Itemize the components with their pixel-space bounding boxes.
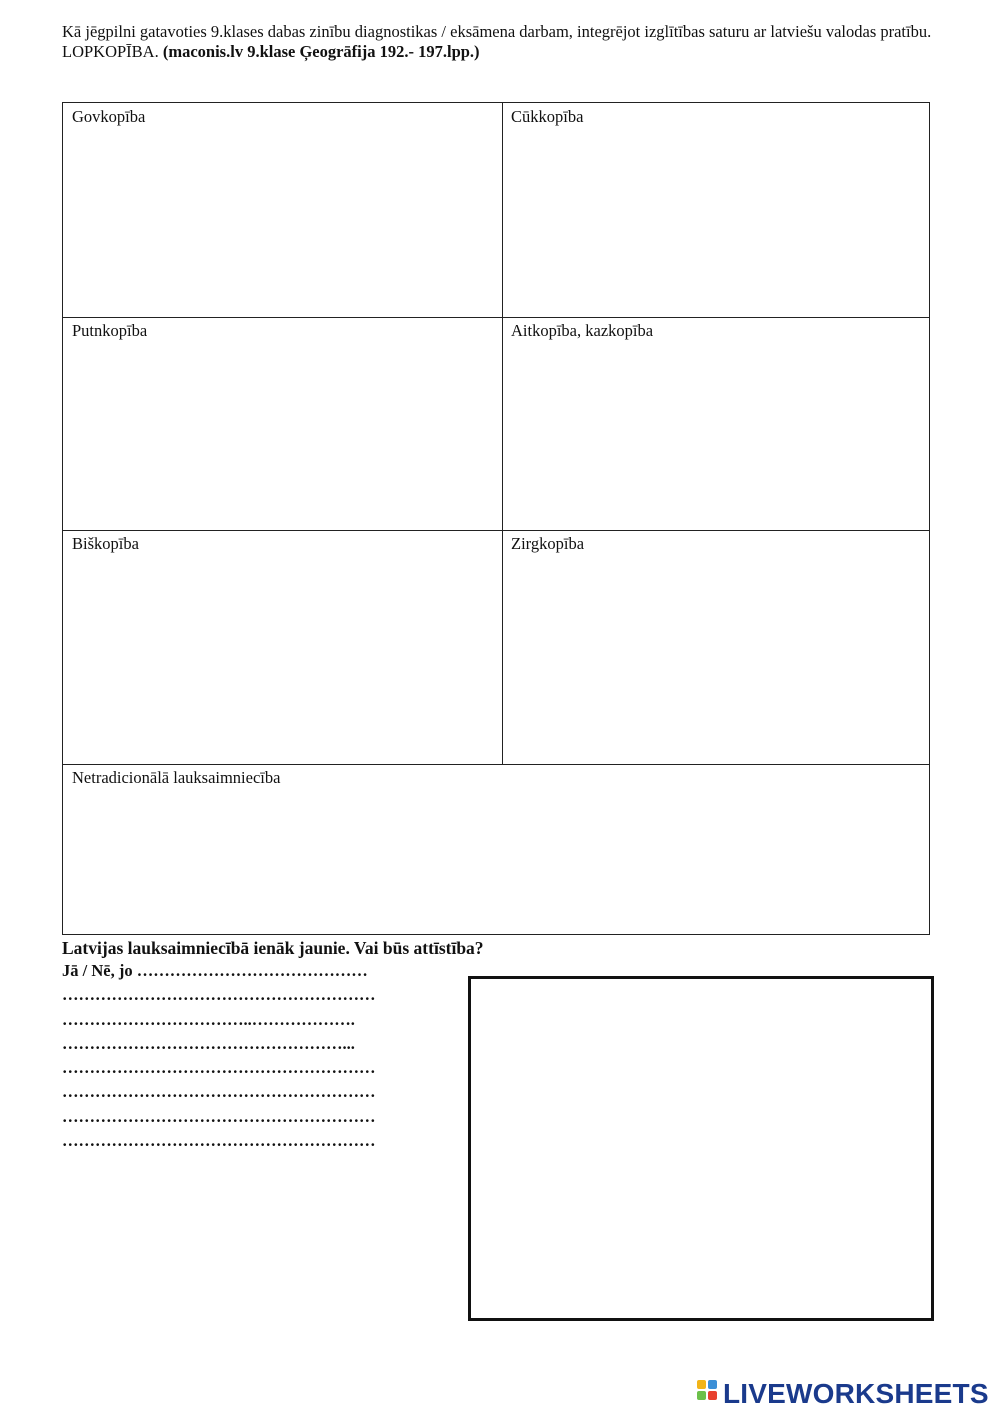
- worksheet-grid: [62, 102, 930, 935]
- cell-label: Cūkkopība: [511, 107, 584, 126]
- answer-lines[interactable]: [62, 959, 462, 1153]
- question-title: Latvijas lauksaimniecībā ienāk jaunie. Vai būs attīstība?: [62, 938, 484, 958]
- cell-label: Zirgkopība: [511, 534, 585, 553]
- cell-netradicionala-lauksaimnieciba[interactable]: [63, 764, 931, 936]
- liveworksheets-brand[interactable]: [697, 1378, 989, 1410]
- intro-text: [62, 22, 932, 62]
- drawing-answer-box[interactable]: [468, 976, 934, 1321]
- cell-biskopiba[interactable]: [63, 530, 502, 764]
- answer-line[interactable]: …………………………………………………: [62, 1106, 376, 1126]
- cell-label: Govkopība: [72, 107, 146, 126]
- cell-label: Netradicionālā lauksaimniecība: [72, 768, 281, 787]
- grid-divider: [63, 530, 929, 531]
- answer-line[interactable]: ……………………………………………...: [62, 1033, 355, 1053]
- reference-label: (maconis.lv 9.klase Ģeogrāfija 192.- 197.lpp.): [162, 42, 480, 61]
- answer-line[interactable]: Jā / Nē, jo ……………………………………: [62, 961, 368, 980]
- brand-name: LIVEWORKSHEETS: [723, 1378, 989, 1409]
- topic-line: [62, 42, 932, 62]
- cell-putnkopiba[interactable]: [63, 317, 502, 530]
- intro-line: Kā jēgpilni gatavoties 9.klases dabas zinību diagnostikas / eksāmena darbam, integrējot izglītības saturu ar latviešu valodas pratību.: [62, 22, 932, 41]
- cell-zirgkopiba[interactable]: [502, 530, 931, 764]
- answer-line[interactable]: …………………………………………………: [62, 1131, 376, 1151]
- cell-cukkopiba[interactable]: [502, 103, 931, 317]
- cell-govkopiba[interactable]: [63, 103, 502, 317]
- cell-label: Biškopība: [72, 534, 139, 553]
- cell-label: Putnkopība: [72, 321, 148, 340]
- liveworksheets-logo-icon: [697, 1380, 721, 1408]
- grid-divider: [502, 103, 503, 764]
- answer-line[interactable]: …………………………………………………: [62, 1082, 376, 1102]
- cell-label: Aitkopība, kazkopība: [511, 321, 654, 340]
- grid-divider: [63, 317, 929, 318]
- cell-aitkopiba-kazkopiba[interactable]: [502, 317, 931, 530]
- answer-line[interactable]: ……………………………..……………….: [62, 1009, 355, 1029]
- answer-line[interactable]: …………………………………………………: [62, 1058, 376, 1078]
- topic-label: LOPKOPĪBA.: [62, 42, 159, 61]
- answer-line[interactable]: …………………………………………………: [62, 985, 376, 1005]
- grid-divider: [63, 764, 929, 765]
